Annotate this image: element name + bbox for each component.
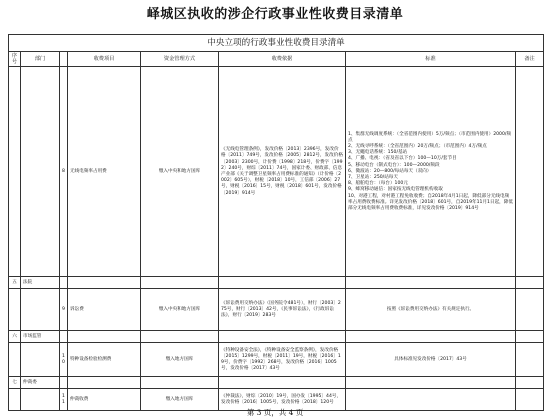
- row-item-no: 9: [60, 289, 68, 331]
- table-caption: 中央立项的行政事业性收费目录清单: [9, 35, 544, 52]
- section-row: [9, 377, 544, 389]
- section-dept: 市场监管: [21, 331, 60, 343]
- table-row: [9, 289, 544, 331]
- row-fund: 缴入地方国库: [141, 389, 219, 411]
- section-no: 七: [9, 377, 21, 389]
- page-title: 峄城区执收的涉企行政事业性收费目录清单: [146, 7, 404, 22]
- standard-line: 4、广播、电视：（省及省以下台）100—10万/套节目: [348, 156, 457, 162]
- row-item-no: 11: [60, 389, 68, 411]
- standard-line: 5、移动电台（制式电台）：100—2000/频段: [348, 162, 440, 168]
- row-remark: [516, 67, 544, 277]
- standard-line: 3、无繩电话系统：150/基站: [348, 150, 408, 156]
- header-no: 序号: [9, 52, 21, 67]
- standard-line: 9、蜂窝移动通信：国家按无线电管理机构收取: [348, 187, 443, 193]
- header-remark: 备注: [516, 52, 544, 67]
- header-item: 收费项目: [68, 52, 141, 67]
- table-row: [9, 343, 544, 377]
- header-basis: 收费依据: [219, 52, 346, 67]
- section-row: [9, 331, 544, 343]
- row-basis: 《特种设备安全法》，《特种设备安全监察条例》，发改价格〔2015〕1299号，财税〔2011〕19号，财税〔2016〕19号，价费字〔1992〕268号，发改价格〔2016〕1005号，发改价格〔2017〕43号: [219, 343, 346, 377]
- standard-line: 1、集群无线调度系统：（全省范围内使用）5万/频点；（市范围内使用）2000/频点: [348, 131, 512, 143]
- standard-line: 8、船舶电台：（每台）100元: [348, 181, 408, 187]
- section-row: [9, 277, 544, 289]
- header-item-no: [60, 52, 68, 67]
- row-fund: 缴入地方国库: [141, 343, 219, 377]
- row-item: 仲裁收费: [68, 389, 141, 411]
- standard-line: 10、对港工程，对村港工程免收收费；自2018年4月1日起，降低部分无线电频率占用费收费标准。详见发改价格〔2018〕601号，自2019年11月1日起，降低部分无线电频率占用费收费标准，详见发改价格〔2019〕914号: [348, 193, 513, 212]
- table-header-row: [9, 52, 544, 67]
- row-no: [9, 67, 21, 277]
- row-basis: 《诉讼费用交纳办法》（国务院令481号），财行〔2003〕275号，财行〔2013〕42号，《民事诉讼法》，《行政诉讼法》，财行〔2019〕283号: [219, 289, 346, 331]
- standard-line: 7、卫星站：250/站每天: [348, 175, 398, 180]
- page-footer: 第 3 页，共 4 页: [246, 408, 304, 417]
- row-dept: [21, 67, 60, 277]
- section-dept: 法院: [21, 277, 60, 289]
- row-item: 诉讼费: [68, 289, 141, 331]
- standard-line: 2、无线寻呼系统：（全省范围内）20万/频点；（市范围内）4万/频点: [348, 143, 487, 149]
- header-fund: 资金管理方式: [141, 52, 219, 67]
- row-item: 特种设备检验检测费: [68, 343, 141, 377]
- row-item-no: 8: [60, 67, 68, 277]
- standard-line: 6、微波站：20—800/每站每天（双向）: [348, 168, 432, 174]
- header-dept: 部门: [21, 52, 60, 67]
- section-no: 六: [9, 331, 21, 343]
- row-fund: 缴入中央和地方国库: [141, 289, 219, 331]
- header-standard: 标准: [346, 52, 516, 67]
- row-basis: 《仲裁法》，财综〔2010〕19号，国办发〔1995〕44号，发改价格〔2016〕1005号，发改价格〔2018〕120号: [219, 389, 346, 411]
- fee-catalog-table: [8, 34, 544, 411]
- section-dept: 仲裁委: [21, 377, 60, 389]
- row-basis: 《无线电管理条例》，发改价格〔2013〕2396号，发改价格〔2011〕749号，发改价格〔2005〕2812号，发改价格〔2003〕2300号，计价费〔1998〕218号，价费字〔1992〕240号，财综〔2011〕74号，国家计委、财政部、信息产业部《关于调整卫星频率占用费标准的通知》（计价格〔2002〕605号），财税〔2018〕10号，工信部〔2006〕27号，财税〔2016〕15号，财税〔2018〕601号，发改价格〔2019〕914号: [219, 67, 346, 277]
- row-standard: 按照《诉讼费用交纳办法》有关规定执行。: [346, 289, 516, 331]
- row-item-no: 10: [60, 343, 68, 377]
- row-standard: [346, 67, 516, 277]
- row-standard: 具体标准见发改价格〔2017〕43号: [346, 343, 516, 377]
- row-fund: 缴入中央和地方国库: [141, 67, 219, 277]
- table-row: [9, 67, 544, 277]
- row-item: 无线电频率占用费: [68, 67, 141, 277]
- section-no: 五: [9, 277, 21, 289]
